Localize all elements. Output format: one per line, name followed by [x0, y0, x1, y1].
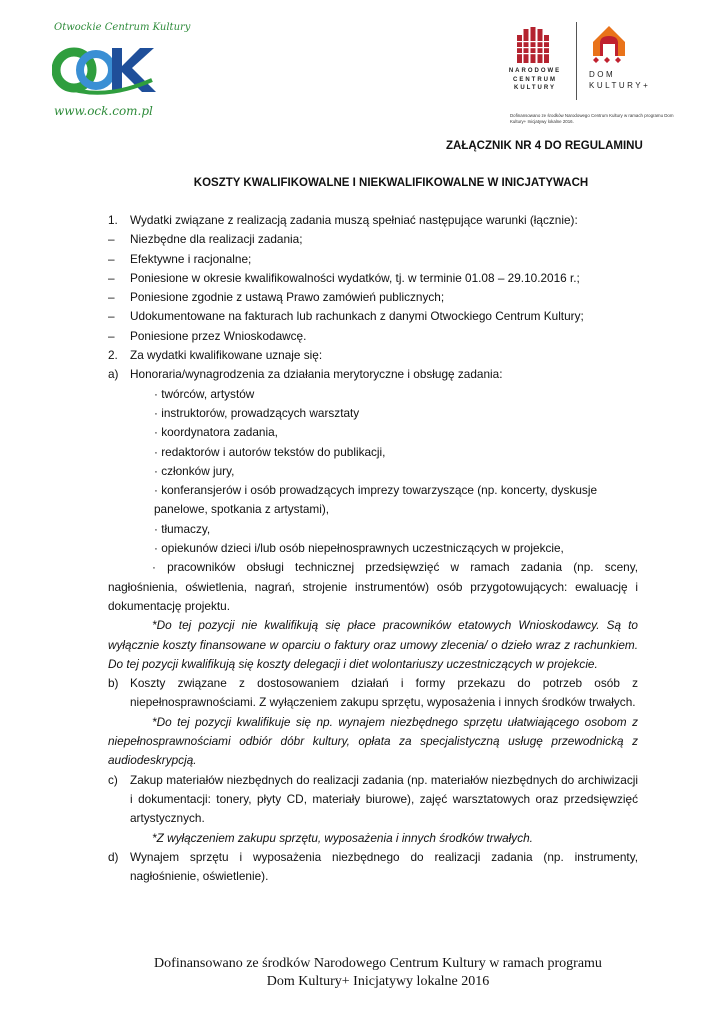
paragraph-text: Zakup materiałów niezbędnych do realizacji zadania (np. materiałów niezbędnych do archiwizacji i dokumentacji: tonery, płyty CD, materiały biurowe), zajęć warsztatowych oraz przedsięwzięć artystycznych.	[130, 772, 638, 826]
list-item-a	[108, 365, 638, 384]
document-body	[108, 211, 638, 886]
list-item-c	[108, 771, 638, 829]
dom-kultury-logo	[589, 22, 629, 66]
paragraph-text: Koszty związane z dostosowaniem działań i formy przekazu do potrzeb osób z niepełnosprawnościami. Z wyłączeniem zakupu sprzętu, wyposażenia i innych środków trwałych.	[130, 676, 638, 710]
condition-item	[108, 327, 638, 346]
list-letter: b)	[108, 676, 119, 691]
paragraph-text: Wydatki związane z realizacją zadania muszą spełniać następujące warunki (łącznie):	[130, 213, 578, 227]
condition-text: Poniesione przez Wnioskodawcę.	[130, 328, 307, 343]
list-letter: d)	[108, 849, 119, 864]
footer-line: Dofinansowano ze środków Narodowego Centrum Kultury w ramach programu	[154, 956, 602, 971]
condition-text: Efektywne i racjonalne;	[130, 251, 252, 266]
ock-url: www.ock.com.pl	[54, 104, 153, 118]
document-title: KOSZTY KWALIFIKOWALNE I NIEKWALIFIKOWALNE W INICJATYWACH	[193, 177, 589, 189]
nck-name-line: CENTRUM	[513, 76, 557, 83]
ock-logo-title: Otwockie Centrum Kultury	[54, 22, 191, 33]
note-text: *Do tej pozycji kwalifikuje się np. wynajem niezbędnego sprzętu ułatwiającego osobom z niepełnosprawnościami odbiór dóbr kultury, opłata za specjalistyczną usługę przewodnicką z audiodeskrypcją.	[108, 714, 638, 768]
paragraph-text: Honoraria/wynagrodzenia za działania merytoryczne i obsługę zadania:	[130, 367, 503, 382]
paragraph-text: Wynajem sprzętu i wyposażenia niezbędnego do realizacji zadania (np. instrumenty, nagłośnienie, oświetlenie).	[130, 849, 638, 884]
page-footer	[0, 955, 724, 991]
dash-bullet: –	[108, 270, 115, 285]
sub-item: · instruktorów, prowadzących warsztaty	[154, 405, 360, 420]
sub-item: · redaktorów i autorów tekstów do publikacji,	[154, 444, 386, 459]
funding-note-small: Dofinansowano ze środków Narodowego Centrum Kultury w ramach programu Dom Kultury+ Inicjatywy lokalne 2016.	[510, 113, 674, 124]
nck-name-line: KULTURY	[514, 85, 556, 91]
dash-bullet: –	[108, 251, 115, 266]
sub-item: · tłumaczy,	[154, 521, 211, 536]
dk-name-line: DOM	[589, 70, 616, 79]
ock-logo	[52, 40, 160, 98]
condition-item	[108, 230, 638, 249]
dash-bullet: –	[108, 309, 115, 324]
condition-text: Niezbędne dla realizacji zadania;	[130, 232, 303, 247]
dom-kultury-name	[589, 69, 650, 91]
list-item-b	[108, 674, 638, 713]
condition-text: Poniesione w okresie kwalifikowalności wydatków, tj. w terminie 01.08 – 29.10.2016 r.;	[130, 270, 580, 285]
annex-heading: ZAŁĄCZNIK NR 4 DO REGULAMINU	[446, 140, 643, 152]
dk-name-line: KULTURY+	[589, 81, 651, 90]
dash-bullet: –	[108, 232, 115, 247]
condition-item	[108, 269, 638, 288]
condition-item	[108, 250, 638, 269]
sub-item: · koordynatora zadania,	[154, 425, 278, 440]
sub-item: · opiekunów dzieci i/lub osób niepełnosprawnych uczestniczących w projekcie,	[154, 541, 564, 556]
condition-text: Udokumentowane na fakturach lub rachunkach z danymi Otwockiego Centrum Kultury;	[130, 309, 584, 324]
dash-bullet: –	[108, 328, 115, 343]
list-number: 2.	[108, 348, 118, 363]
condition-item	[108, 307, 638, 326]
list-item-d	[108, 848, 638, 887]
list-letter: a)	[108, 367, 119, 382]
dash-bullet: –	[108, 290, 115, 305]
paragraph-text: Za wydatki kwalifikowane uznaje się:	[130, 348, 323, 363]
nck-name	[508, 67, 562, 93]
sub-item: · członków jury,	[154, 463, 235, 478]
list-number: 1.	[108, 213, 118, 227]
condition-text: Poniesione zgodnie z ustawą Prawo zamówień publicznych;	[130, 290, 445, 305]
nck-crown-logo	[517, 27, 549, 63]
list-item	[108, 211, 638, 230]
sub-item-text: · konferansjerów i osób prowadzących imprezy towarzyszące (np. koncerty, dyskusje panelowe, spotkania z artystami),	[154, 483, 597, 517]
sub-item: · twórców, artystów	[154, 386, 255, 401]
list-item	[108, 346, 638, 365]
sub-item: · pracowników obsługi technicznej przedsięwzięć w ramach zadania (np. sceny, nagłośnienia, oświetlenia, nagrań, strojenie instrumentów) osób przygotowujących: ewaluację i dokumentację projektu.	[108, 560, 638, 613]
condition-item	[108, 288, 638, 307]
note-text: *Z wyłączeniem zakupu sprzętu, wyposażenia i innych środków trwałych.	[152, 830, 533, 845]
sub-item	[108, 481, 638, 520]
list-letter: c)	[108, 772, 118, 787]
nck-name-line: NARODOWE	[508, 68, 562, 74]
note-text: *Do tej pozycji nie kwalifikują się płace pracowników etatowych Wnioskodawcy. Są to wyłącznie koszty finansowane w oparciu o faktury oraz umowy zlecenia/ o dzieło wraz z rachunkiem. Do tej pozycji kwalifikują się koszty delegacji i diet wolontariuszy uczestniczących w projekcie.	[108, 618, 638, 671]
logo-divider	[576, 22, 577, 100]
footer-line: Dom Kultury+ Inicjatywy lokalne 2016	[266, 974, 490, 989]
